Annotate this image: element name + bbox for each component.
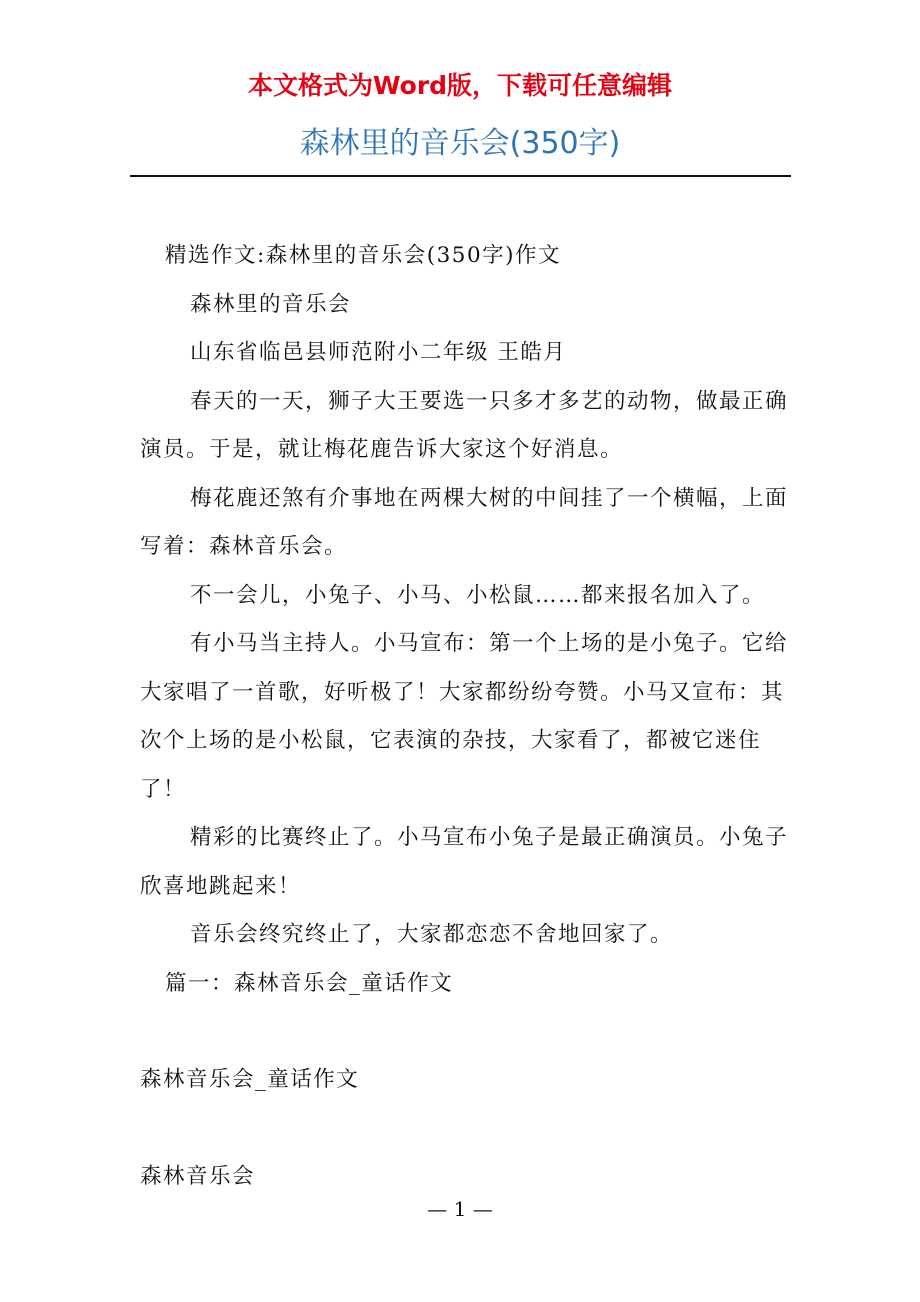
blank-line xyxy=(140,1008,792,1056)
lead-line: 精选作文:森林里的音乐会(350字)作文 xyxy=(165,243,562,268)
essay-title: 森林里的音乐会 xyxy=(190,291,352,317)
paragraph: 春天的一天，狮子大王要选一只多才多艺的动物，做最正确演员。于是，就让梅花鹿告诉大家这个好消息。 xyxy=(140,388,789,462)
paragraph: 精彩的比赛终止了。小马宣布小兔子是最正确演员。小兔子欣喜地跳起来！ xyxy=(140,825,789,899)
paragraph: 不一会儿，小兔子、小马、小松鼠……都来报名加入了。 xyxy=(190,582,766,608)
sub-title: 森林音乐会_童话作文 xyxy=(140,1067,360,1092)
paragraph: 梅花鹿还煞有介事地在两棵大树的中间挂了一个横幅，上面写着：森林音乐会。 xyxy=(140,485,789,559)
document-body xyxy=(140,232,792,1201)
paragraph: 有小马当主持人。小马宣布：第一个上场的是小兔子。它给大家唱了一首歌，好听极了！大家都纷纷夸赞。小马又宣布：其次个上场的是小松鼠，它表演的杂技，大家看了，都被它迷住了！ xyxy=(140,631,789,802)
format-notice-banner: 本文格式为Word版，下载可任意编辑 xyxy=(247,71,673,100)
sub-heading: 森林音乐会 xyxy=(140,1163,256,1189)
page-number: — 1 — xyxy=(427,1197,493,1221)
section-heading: 篇一：森林音乐会_童话作文 xyxy=(165,970,454,996)
blank-line xyxy=(140,1105,792,1153)
paragraph: 音乐会终究终止了，大家都恋恋不舍地回家了。 xyxy=(190,922,674,947)
author-line: 山东省临邑县师范附小二年级 王皓月 xyxy=(190,340,567,365)
title-divider xyxy=(130,175,791,177)
document-title: 森林里的音乐会(350字) xyxy=(299,126,621,161)
